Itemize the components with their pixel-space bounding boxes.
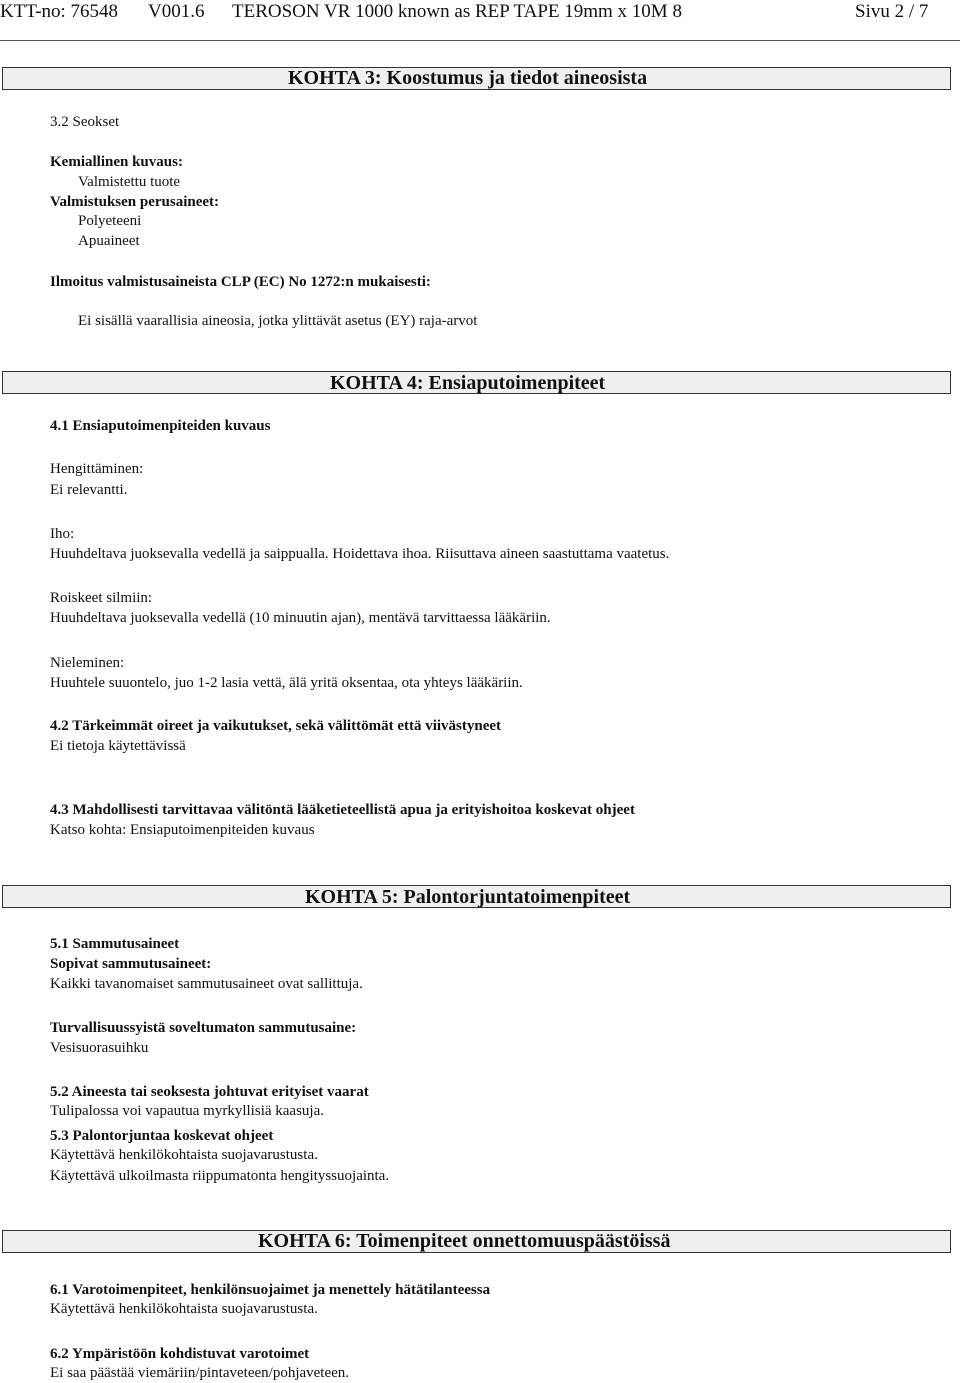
- ingestion-label: Nieleminen:: [50, 655, 125, 671]
- doc-version: V001.6: [148, 1, 205, 22]
- skin-label: Iho:: [50, 526, 75, 542]
- subsection-5-1: 5.1 Sammutusaineet: [50, 936, 180, 952]
- eye-value: Huuhdeltava juoksevalla vedellä (10 minuutin ajan), mentävä tarvittaessa lääkäriin.: [50, 610, 551, 626]
- section-6-title: KOHTA 6: Toimenpiteet onnettomuuspäästöissä: [258, 1230, 671, 1252]
- subsection-6-2-value: Ei saa päästää viemäriin/pintaveteen/pohjaveteen.: [50, 1365, 350, 1381]
- base-material-item: Apuaineet: [78, 233, 140, 249]
- inhalation-label: Hengittäminen:: [50, 461, 144, 477]
- unsuitable-media-label: Turvallisuussyistä soveltumaton sammutusaine:: [50, 1020, 357, 1036]
- subsection-6-2: 6.2 Ympäristöön kohdistuvat varotoimet: [50, 1346, 310, 1362]
- page-number: Sivu 2 / 7: [855, 1, 929, 22]
- subsection-5-3: 5.3 Palontorjuntaa koskevat ohjeet: [50, 1128, 274, 1144]
- clp-declaration-label: Ilmoitus valmistusaineista CLP (EC) No 1272:n mukaisesti:: [50, 274, 431, 290]
- product-name: TEROSON VR 1000 known as REP TAPE 19mm x 10M 8: [232, 1, 682, 22]
- base-materials-label: Valmistuksen perusaineet:: [50, 194, 220, 210]
- subsection-4-2: 4.2 Tärkeimmät oireet ja vaikutukset, sekä välittömät että viivästyneet: [50, 718, 502, 734]
- chem-description-label: Kemiallinen kuvaus:: [50, 154, 183, 170]
- section-5-title: KOHTA 5: Palontorjuntatoimenpiteet: [305, 886, 631, 908]
- eye-label: Roiskeet silmiin:: [50, 590, 153, 606]
- doc-number: KTT-no: 76548: [0, 1, 119, 22]
- subsection-6-1: 6.1 Varotoimenpiteet, henkilönsuojaimet ja menettely hätätilanteessa: [50, 1282, 491, 1298]
- subsection-4-2-value: Ei tietoja käytettävissä: [50, 738, 186, 754]
- section-3-title: KOHTA 3: Koostumus ja tiedot aineosista: [288, 67, 648, 89]
- subsection-3-2: 3.2 Seokset: [50, 114, 120, 130]
- header-divider: [0, 40, 960, 41]
- subsection-5-3-line: Käytettävä henkilökohtaista suojavarustusta.: [50, 1147, 318, 1163]
- inhalation-value: Ei relevantti.: [50, 482, 128, 498]
- base-material-item: Polyeteeni: [78, 213, 142, 229]
- unsuitable-media-value: Vesisuorasuihku: [50, 1040, 149, 1056]
- subsection-5-3-line: Käytettävä ulkoilmasta riippumatonta hengityssuojainta.: [50, 1168, 390, 1184]
- subsection-4-3: 4.3 Mahdollisesti tarvittavaa välitöntä lääketieteellistä apua ja erityishoitoa koskevat ohjeet: [50, 802, 635, 818]
- subsection-6-1-value: Käytettävä henkilökohtaista suojavarustusta.: [50, 1301, 318, 1317]
- ingestion-value: Huuhtele suuontelo, juo 1-2 lasia vettä, älä yritä oksentaa, ota yhteys lääkäriin.: [50, 675, 523, 691]
- skin-value: Huuhdeltava juoksevalla vedellä ja saippualla. Hoidettava ihoa. Riisuttava aineen saastuttama vaatetus.: [50, 546, 670, 562]
- subsection-5-2: 5.2 Aineesta tai seoksesta johtuvat erityiset vaarat: [50, 1084, 369, 1100]
- subsection-5-2-value: Tulipalossa voi vapautua myrkyllisiä kaasuja.: [50, 1103, 324, 1119]
- section-4-title: KOHTA 4: Ensiaputoimenpiteet: [330, 372, 606, 394]
- chem-description-value: Valmistettu tuote: [78, 174, 181, 190]
- suitable-media-label: Sopivat sammutusaineet:: [50, 956, 212, 972]
- subsection-4-3-value: Katso kohta: Ensiaputoimenpiteiden kuvaus: [50, 822, 315, 838]
- clp-declaration-value: Ei sisällä vaarallisia aineosia, jotka ylittävät asetus (EY) raja-arvot: [78, 313, 478, 329]
- subsection-4-1: 4.1 Ensiaputoimenpiteiden kuvaus: [50, 418, 271, 434]
- suitable-media-value: Kaikki tavanomaiset sammutusaineet ovat sallittuja.: [50, 976, 363, 992]
